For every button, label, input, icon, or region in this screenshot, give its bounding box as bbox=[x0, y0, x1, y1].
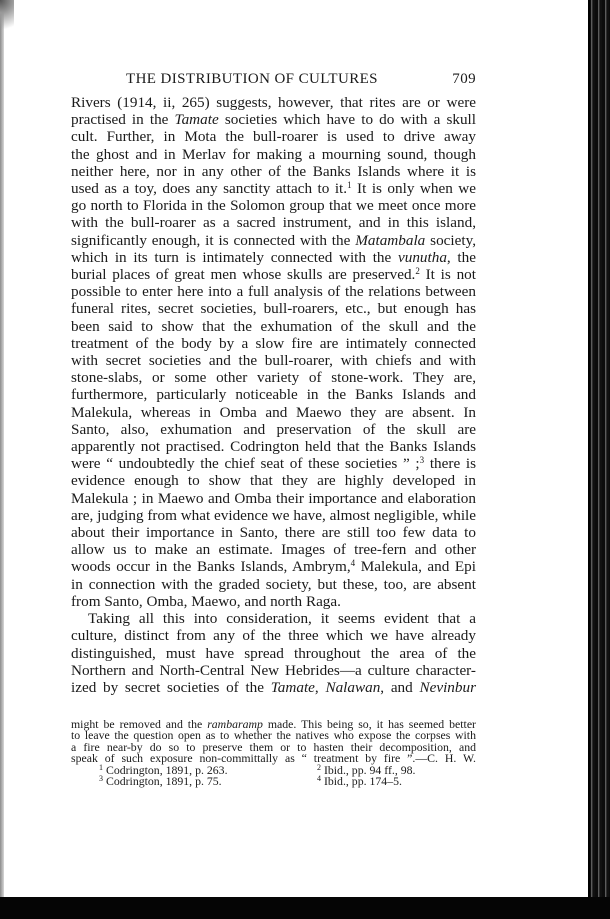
footnote-line: a fire near-by do so to preserve them or to hasten their decomposition, and bbox=[71, 739, 476, 754]
footnote-reference[interactable]: 4 bbox=[350, 558, 356, 569]
footnote-reference[interactable]: 1 bbox=[347, 180, 352, 191]
text-line: Malekula ; in Maewo and Omba their importance and elaboration bbox=[71, 489, 476, 507]
footnote-text: Codrington, 1891, p. 75. bbox=[103, 774, 222, 789]
text-line: apparently not practised. Codrington held that the Banks Islands bbox=[71, 438, 476, 456]
italic-term: Nalawan bbox=[325, 678, 381, 696]
footnote-3 bbox=[71, 776, 289, 787]
footnote-mark: 2 bbox=[317, 762, 321, 772]
text-line: ized by secret societies of the Tamate, Nalawan, and Nevinbur bbox=[71, 678, 476, 696]
footnote-text: Ibid., pp. 174–5. bbox=[321, 774, 402, 789]
footnote-text: Codrington, 1891, p. 263. bbox=[103, 762, 228, 777]
text-line: neither here, nor in any other of the Banks Islands where it is bbox=[71, 162, 476, 180]
footnotes-area bbox=[71, 719, 476, 787]
footnote-continuation bbox=[71, 719, 476, 765]
text-line: which in its turn is intimately connected with the vunutha, the bbox=[71, 248, 476, 266]
text-line: Taking all this into consideration, it seems evident that a bbox=[88, 610, 476, 628]
running-head bbox=[71, 67, 476, 91]
text-line: possible to enter here into a full analysis of the relations between bbox=[71, 283, 476, 301]
footnote-reference[interactable]: 3 bbox=[419, 455, 425, 466]
text-line: the ghost and in Merlav for making a mourning sound, though bbox=[71, 145, 476, 163]
body-text bbox=[71, 94, 476, 696]
footnote-line: speak of such exposure non-committally as “ treatment by fire ”.—C. H. W. bbox=[71, 751, 476, 766]
text-line: distinguished, must have spread throughout the area of the bbox=[71, 644, 476, 662]
paragraph bbox=[71, 610, 476, 696]
text-line: treatment of the body by a slow fire are intimately connected bbox=[71, 334, 476, 352]
text-line: burial places of great men whose skulls are preserved.$^2$ It is not bbox=[71, 266, 476, 284]
text-line: practised in the Tamate societies which have to do with a skull bbox=[71, 111, 476, 129]
footnote-4 bbox=[289, 776, 476, 787]
footnote-list bbox=[71, 762, 476, 789]
footnote-mark: 4 bbox=[317, 774, 321, 784]
text-line: evidence enough to show that they are highly developed in bbox=[71, 472, 476, 490]
text-line: been said to show that the exhumation of the skull and the bbox=[71, 317, 476, 335]
text-line: culture, distinct from any of the three which we have already bbox=[71, 627, 476, 645]
text-line: about their importance in Santo, there are still too few data to bbox=[71, 524, 476, 542]
scan-bottom-border bbox=[0, 897, 610, 919]
text-line: from Santo, Omba, Maewo, and north Raga. bbox=[71, 592, 341, 610]
footnote-line: might be removed and the rambaramp made. This being so, it has seemed better bbox=[71, 717, 476, 731]
text-line: Malekula, whereas in Omba and Maewo they are absent. In bbox=[71, 403, 476, 421]
text-line: Santo, also, exhumation and preservation of the skull are bbox=[71, 420, 476, 438]
text-line: significantly enough, it is connected with the Matambala society, bbox=[71, 231, 476, 249]
book-binding-edge bbox=[588, 0, 610, 919]
text-line: go north to Florida in the Solomon group that we meet once more bbox=[71, 197, 476, 215]
footnote-line: to leave the question open as to whether the natives who expose the corpses with bbox=[71, 728, 476, 743]
book-page bbox=[71, 67, 476, 696]
text-line: with the bull-roarer as a sacred instrument, and in this island, bbox=[71, 214, 476, 232]
text-line: are, judging from what evidence we have, almost negligible, while bbox=[71, 506, 476, 524]
footnote-mark: 3 bbox=[99, 774, 103, 784]
running-title: THE DISTRIBUTION OF CULTURES bbox=[126, 71, 378, 87]
italic-term: rambaramp bbox=[207, 717, 263, 731]
text-line: used as a toy, does any sanctity attach to it.$^1$ It is only when we bbox=[71, 180, 476, 198]
text-line: Rivers (1914, ii, 265) suggests, however, that rites are or were bbox=[71, 94, 476, 111]
italic-term: Matambala bbox=[355, 231, 426, 249]
italic-term: vunutha bbox=[397, 248, 447, 266]
text-line: in connection with the graded society, but these, too, are absent bbox=[71, 575, 476, 593]
text-line: cult. Further, in Mota the bull-roarer is used to drive away bbox=[71, 128, 476, 146]
text-line: stone-slabs, or some other variety of stone-work. They are, bbox=[71, 369, 476, 387]
footnote-text: Ibid., pp. 94 ff., 98. bbox=[321, 762, 416, 777]
page-left-edge bbox=[0, 0, 4, 897]
italic-term: Nevinbur bbox=[419, 678, 476, 696]
paragraph bbox=[71, 94, 476, 610]
text-line: allow us to make an estimate. Images of tree-fern and other bbox=[71, 541, 476, 559]
text-line: with secret societies and the bull-roarer, with chiefs and with bbox=[71, 352, 476, 370]
footnote-reference[interactable]: 2 bbox=[415, 266, 420, 277]
text-line: woods occur in the Banks Islands, Ambrym,$^4$ Malekula, and Epi bbox=[71, 558, 476, 576]
text-line: Northern and North-Central New Hebrides—a culture character- bbox=[71, 661, 476, 679]
page-number: 709 bbox=[452, 71, 476, 87]
italic-term: Tamate bbox=[270, 678, 315, 696]
text-line: furthermore, particularly noticeable in the Banks Islands and bbox=[71, 386, 476, 404]
scan-smudge bbox=[0, 0, 14, 40]
text-line: funeral rites, secret societies, bull-roarers, etc., but enough has bbox=[71, 300, 476, 318]
italic-term: Tamate bbox=[174, 111, 219, 129]
footnote-mark: 1 bbox=[99, 762, 103, 772]
text-line: were “ undoubtedly the chief seat of these societies ” ;$^3$ there is bbox=[71, 455, 477, 473]
